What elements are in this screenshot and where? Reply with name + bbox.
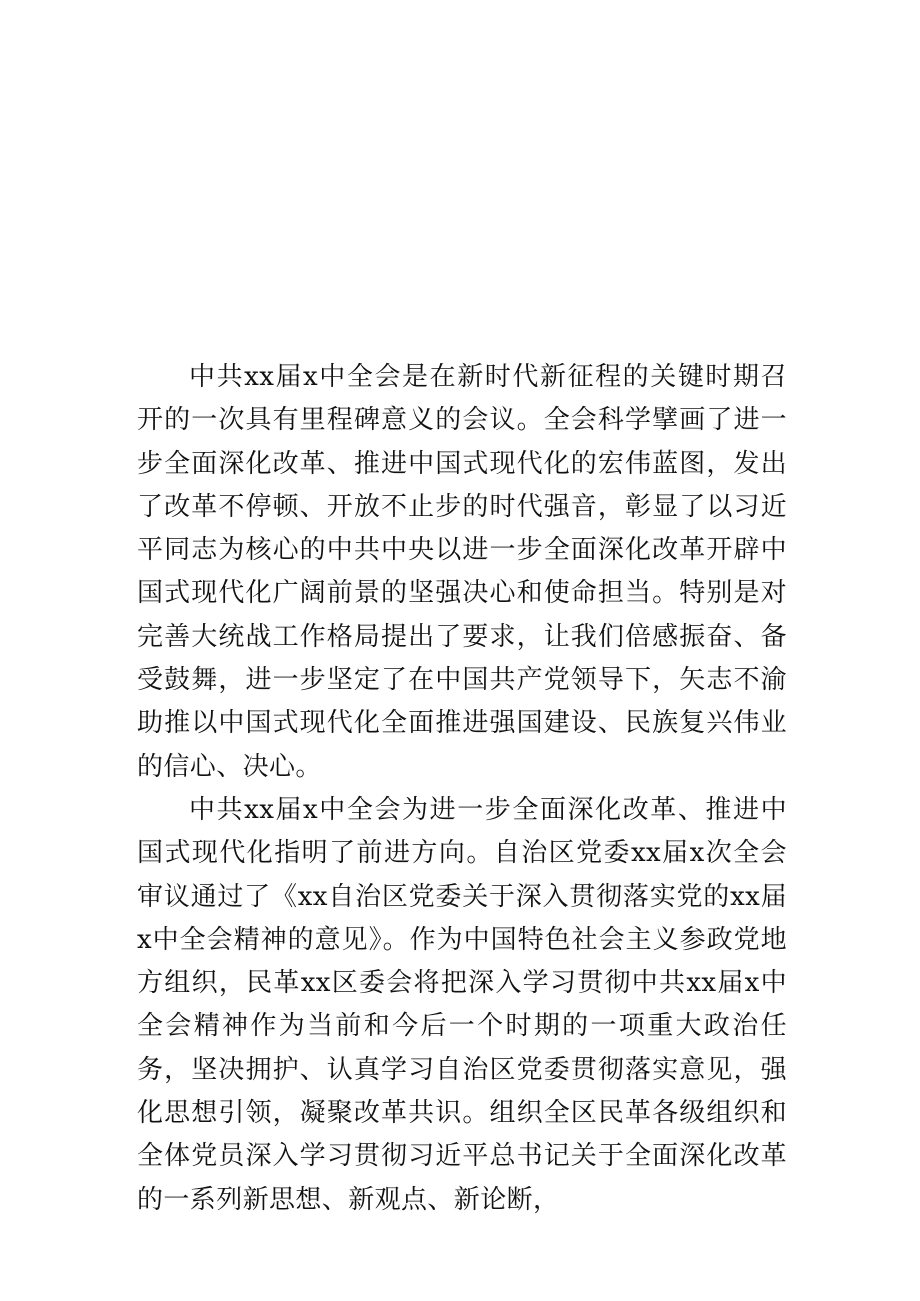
document-body bbox=[137, 356, 787, 1222]
paragraph-1: 中共xx届x中全会是在新时代新征程的关键时期召开的一次具有里程碑意义的会议。全会科学擘画了进一步全面深化改革、推进中国式现代化的宏伟蓝图，发出了改革不停顿、开放不止步的时代强音，彰显了以习近平同志为核心的中共中央以进一步全面深化改革开辟中国式现代化广阔前景的坚强决心和使命担当。特别是对完善大统战工作格局提出了要求，让我们倍感振奋、备受鼓舞，进一步坚定了在中国共产党领导下，矢志不渝助推以中国式现代化全面推进强国建设、民族复兴伟业的信心、决心。 bbox=[137, 362, 787, 782]
paragraph-2: 中共xx届x中全会为进一步全面深化改革、推进中国式现代化指明了前进方向。自治区党委xx届x次全会审议通过了《xx自治区党委关于深入贯彻落实党的xx届x中全会精神的意见》。作为中国特色社会主义参政党地方组织，民革xx区委会将把深入学习贯彻中共xx届x中全会精神作为当前和今后一个时期的一项重大政治任务，坚决拥护、认真学习自治区党委贯彻落实意见，强化思想引领，凝聚改革共识。组织全区民革各级组织和全体党员深入学习贯彻习近平总书记关于全面深化改革的一系列新思想、新观点、新论断， bbox=[137, 794, 787, 1215]
